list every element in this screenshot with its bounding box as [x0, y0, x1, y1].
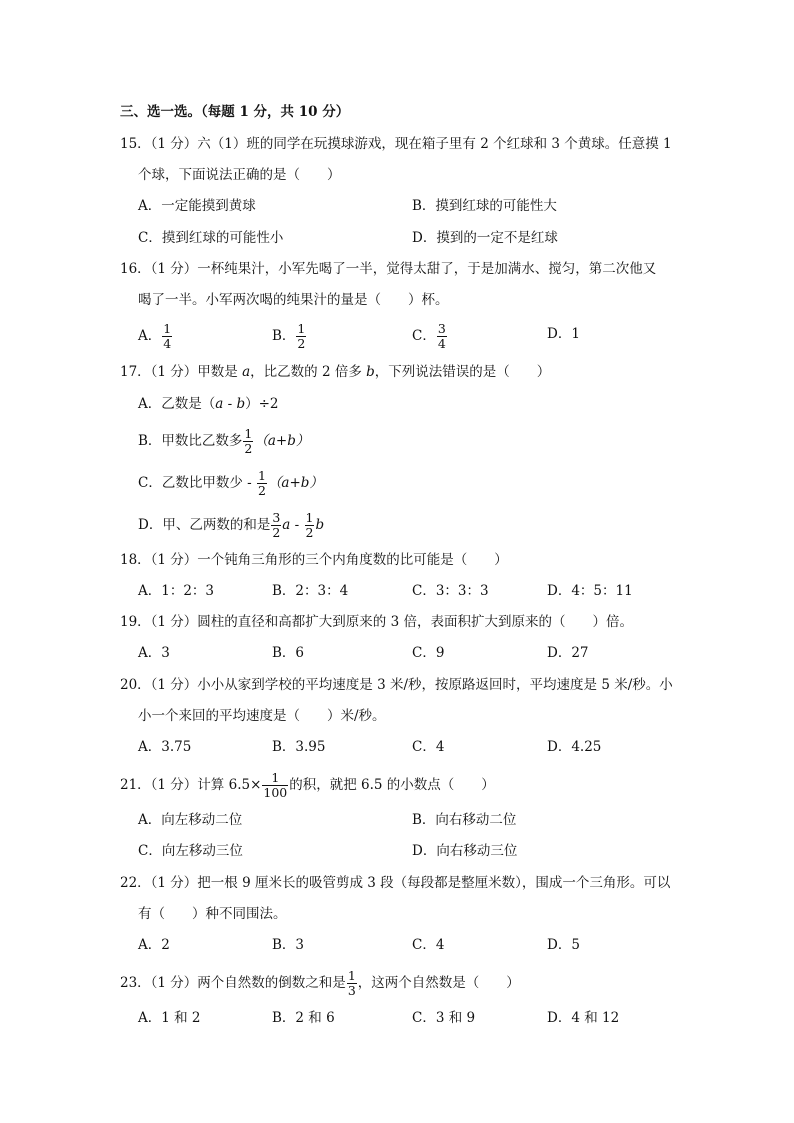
q15-line-1: 15．（1 分）六（1）班的同学在玩摸球游戏，现在箱子里有 2 个红球和 3 个黄球。任意摸 1 [120, 136, 672, 152]
q18-option-b: B．2：3：4 [272, 583, 349, 599]
q18-line-1: 18．（1 分）一个钝角三角形的三个内角度数的比可能是（ ） [120, 552, 508, 568]
q16-option-b [272, 322, 307, 351]
q20-option-d: D．4.25 [547, 739, 602, 755]
q23-option-d: D．4 和 12 [547, 1010, 620, 1026]
q17-var-b: b [366, 364, 375, 380]
q16-option-a-fraction [162, 322, 172, 351]
q17-option-a [138, 394, 279, 414]
q21-line-1 [120, 771, 495, 800]
q17-b-pre: B．甲数比乙数多 [138, 433, 243, 449]
q17-a-post: ）÷2 [245, 396, 279, 412]
q17-option-c [138, 469, 323, 498]
q16-option-c-label: C． [412, 328, 436, 344]
q21-option-d: D．向右移动三位 [412, 843, 518, 859]
q17-a-pre: A．乙数是（ [138, 396, 216, 412]
q16-line-1: 16．（1 分）一杯纯果汁，小军先喝了一半，觉得太甜了，于是加满水、搅匀，第二次他又 [120, 261, 657, 277]
q20-line-2: 小一个来回的平均速度是（ ）米/秒。 [138, 708, 386, 724]
fraction-numerator: 1 [244, 426, 253, 441]
fraction-denominator: 3 [347, 983, 356, 998]
q18-option-a: A．1：2：3 [138, 583, 215, 599]
q22-line-1: 22．（1 分）把一根 9 厘米长的吸管剪成 3 段（每段都是整厘米数），围成一个三角形。可以 [120, 875, 671, 891]
q19-option-d: D．27 [547, 645, 589, 661]
q21-fraction [262, 771, 288, 800]
q21-option-a: A．向左移动二位 [138, 812, 243, 828]
q21-text-pre: 21．（1 分）计算 6.5× [120, 777, 262, 793]
q23-text-post: ，这两个自然数是（ ） [357, 975, 520, 991]
q20-line-1: 20．（1 分）小小从家到学校的平均速度是 3 米/秒，按原路返回时，平均速度是 5 米/秒。小 [120, 677, 673, 693]
fraction-denominator: 4 [163, 336, 172, 351]
q23-option-a: A．1 和 2 [138, 1010, 201, 1026]
q22-option-d: D．5 [547, 937, 580, 953]
q17-a-mid: - [223, 396, 237, 412]
q15-option-a: A．一定能摸到黄球 [138, 198, 256, 214]
fraction-numerator: 1 [163, 321, 172, 336]
q17-a-var-b: b [236, 396, 246, 412]
q17-d-pre: D．甲、乙两数的和是 [138, 517, 271, 533]
q16-option-b-fraction [296, 322, 306, 351]
q23-fraction [347, 969, 357, 998]
q17-c-fraction [257, 469, 267, 498]
fraction-denominator: 100 [263, 785, 288, 800]
q17-c-post: （a+b） [267, 475, 323, 491]
q16-option-c-fraction [437, 322, 447, 351]
q22-option-b: B．3 [272, 937, 305, 953]
q18-option-c: C．3：3：3 [412, 583, 489, 599]
q17-option-b [138, 427, 309, 456]
fraction-denominator: 2 [244, 441, 253, 456]
q17-option-d [138, 511, 324, 540]
fraction-numerator: 1 [257, 468, 266, 483]
q20-option-a: A．3.75 [138, 739, 192, 755]
q22-line-2: 有（ ）种不同围法。 [138, 906, 287, 922]
q17-c-pre: C．乙数比甲数少 - [138, 475, 256, 491]
fraction-numerator: 3 [272, 510, 281, 525]
q15-option-d: D．摸到的一定不是红球 [412, 230, 558, 246]
q16-option-d: D．1 [547, 326, 580, 342]
q16-option-b-label: B． [272, 328, 296, 344]
q22-option-a: A．2 [138, 937, 170, 953]
q21-option-b: B．向右移动二位 [412, 812, 517, 828]
q23-option-b: B．2 和 6 [272, 1010, 335, 1026]
q23-text-pre: 23．（1 分）两个自然数的倒数之和是 [120, 975, 346, 991]
q17-var-a: a [242, 364, 251, 380]
q16-line-2: 喝了一半。小军两次喝的纯果汁的量是（ ）杯。 [138, 292, 449, 308]
q17-d-fraction-2 [305, 511, 315, 540]
section-heading: 三、选一选。（每题 1 分，共 10 分） [120, 104, 350, 120]
fraction-numerator: 1 [297, 321, 306, 336]
q20-option-b: B．3.95 [272, 739, 326, 755]
q20-option-c: C．4 [412, 739, 445, 755]
fraction-denominator: 4 [437, 336, 446, 351]
fraction-numerator: 1 [262, 771, 288, 786]
q17-text-mid: ，比乙数的 2 倍多 [250, 364, 367, 380]
fraction-denominator: 2 [257, 483, 266, 498]
q16-option-c [412, 322, 448, 351]
q15-option-c: C．摸到红球的可能性小 [138, 230, 284, 246]
q17-d-mid: - [290, 517, 304, 533]
q21-text-post: 的积，就把 6.5 的小数点（ ） [289, 777, 495, 793]
q15-line-2: 个球，下面说法正确的是（ ） [138, 167, 341, 183]
q17-d-var-a: a [282, 517, 291, 533]
fraction-denominator: 2 [305, 525, 314, 540]
q17-d-var-b: b [315, 517, 325, 533]
q22-option-c: C．4 [412, 937, 445, 953]
q19-line-1: 19．（1 分）圆柱的直径和高都扩大到原来的 3 倍，表面积扩大到原来的（ ）倍。 [120, 614, 633, 630]
fraction-numerator: 1 [347, 968, 356, 983]
q19-option-b: B．6 [272, 645, 305, 661]
q17-text-post: ，下列说法错误的是（ ） [374, 364, 551, 380]
fraction-denominator: 2 [297, 336, 306, 351]
q15-option-b: B．摸到红球的可能性大 [412, 198, 557, 214]
q19-option-a: A．3 [138, 645, 170, 661]
q17-b-post: （a+b） [254, 433, 310, 449]
q17-text-pre: 17．（1 分）甲数是 [120, 364, 243, 380]
q23-line-1 [120, 969, 520, 998]
q18-option-d: D．4：5：11 [547, 583, 633, 599]
fraction-denominator: 2 [272, 525, 281, 540]
q17-d-fraction-1 [271, 511, 281, 540]
q17-b-fraction [243, 427, 253, 456]
q17-a-var-a: a [215, 396, 224, 412]
q16-option-a-label: A． [138, 328, 162, 344]
q23-option-c: C．3 和 9 [412, 1010, 476, 1026]
q16-option-a [138, 322, 173, 351]
fraction-numerator: 1 [305, 510, 314, 525]
fraction-numerator: 3 [437, 321, 446, 336]
q19-option-c: C．9 [412, 645, 445, 661]
q21-option-c: C．向左移动三位 [138, 843, 243, 859]
q17-line-1 [120, 362, 550, 382]
